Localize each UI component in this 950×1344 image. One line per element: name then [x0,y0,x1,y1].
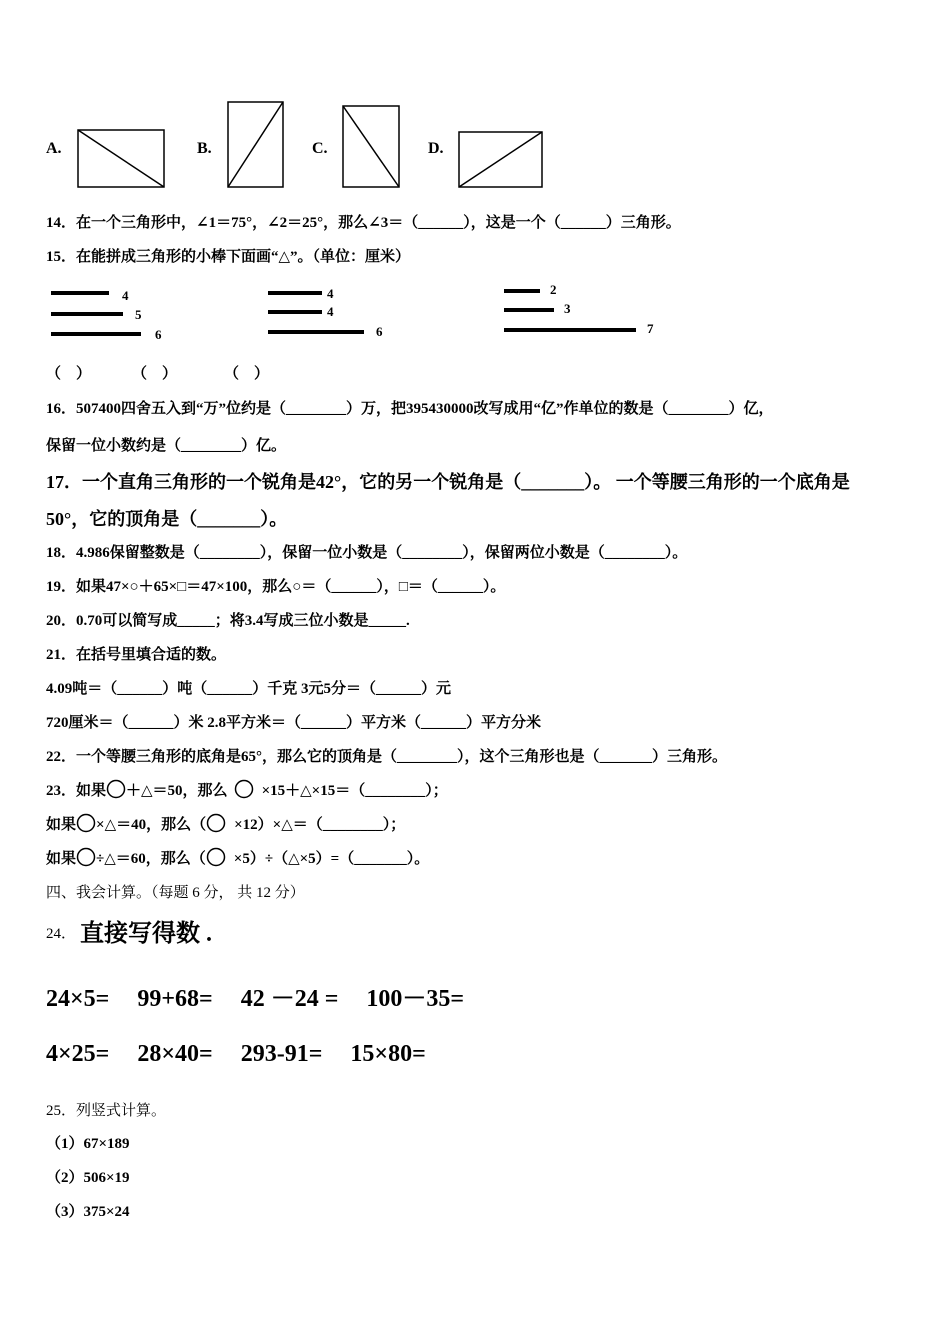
question-21-row2: 720厘米＝（______）米 2.8平方米＝（______）平方米（______）平方分米 [46,715,542,731]
calc-item: 24×5= [46,986,110,1012]
question-15: 15．在能拼成三角形的小棒下面画“△”。（单位：厘米） [46,249,411,265]
q23a-post: ×15＋△×15＝（________）； [261,783,448,799]
stick-group-3 [498,280,648,340]
question-16-line1: 16．507400四舍五入到“万”位约是（________）万，把395430000改写成用“亿”作单位的数是（________）亿， [46,401,774,417]
q23a-mid: ＋△＝50，那么 [126,783,228,799]
q23b-mid: ×△＝40，那么（ [96,817,207,833]
question-24-number: 24． [46,926,77,942]
circle-icon [76,813,96,833]
circle-icon [206,813,226,833]
q23a-pre: 23．如果 [46,783,107,799]
question-21: 21．在括号里填合适的数。 [46,647,227,663]
question-16-line2: 保留一位小数约是（________）亿。 [46,438,287,454]
calc-item: 100－35= [366,986,465,1012]
stick-label: 4 [327,304,334,319]
question-20: 20．0.70可以简写成_____；将3.4写成三位小数是_____. [46,613,410,629]
calc-item: 99+68= [137,986,213,1012]
section-4-heading: 四、我会计算。（每题 6 分， 共 12 分） [46,885,305,901]
calc-item: 15×80= [350,1041,426,1067]
question-17-line1: 17．一个直角三角形的一个锐角是42°，它的另一个锐角是（_______）。 一个等腰三角形的一个底角是 [46,472,850,492]
stick-label: 5 [135,307,142,322]
question-25-item: （1）67×189 [46,1136,130,1152]
circle-icon [76,847,96,867]
question-17-line2: 50°，它的顶角是（_______）。 [46,509,288,529]
question-14: 14．在一个三角形中，∠1＝75°，∠2＝25°，那么∠3＝（______），这是一个（______）三角形。 [46,215,681,231]
stick-label: 4 [122,288,129,303]
option-d-label: D. [428,140,444,157]
question-25-item: （3）375×24 [46,1204,130,1220]
q23c-mid: ÷△＝60，那么（ [96,851,206,867]
stick-label: 4 [327,286,334,301]
circle-icon [106,779,126,799]
stick-label: 7 [647,321,654,336]
question-23-line1 [46,779,448,800]
calc-row-1 [46,978,486,1013]
option-b-label: B. [197,140,212,157]
calc-item: 293-91= [240,1041,323,1067]
option-a-label: A. [46,140,62,157]
question-25: 25．列竖式计算。 [46,1103,167,1119]
q23c-post: ×5）÷（△×5）=（_______）。 [233,851,430,867]
stick-label: 6 [155,327,162,342]
question-19: 19．如果47×○＋65×□＝47×100，那么○＝（______），□＝（______）。 [46,579,506,595]
question-21-row1: 4.09吨＝（______）吨（______）千克 3元5分＝（______）元 [46,681,452,697]
option-a-figure [77,129,166,189]
calc-item: 4×25= [46,1041,110,1067]
question-23-line2 [46,813,405,834]
answer-paren: （ ） [224,366,270,382]
option-c-label: C. [312,140,328,157]
calc-item: 28×40= [137,1041,213,1067]
option-c-figure [342,105,401,189]
stick-label: 6 [376,324,383,339]
q23c-pre: 如果 [46,851,77,867]
question-25-item: （2）506×19 [46,1170,130,1186]
option-b-figure [227,101,285,189]
question-24-title: 直接写得数 . [80,921,212,947]
answer-paren: （ ） [46,366,92,382]
q23b-pre: 如果 [46,817,77,833]
stick-label: 3 [564,301,571,316]
question-22: 22．一个等腰三角形的底角是65°，那么它的顶角是（________），这个三角形也是（_______）三角形。 [46,749,728,765]
option-d-figure [458,131,544,189]
answer-paren: （ ） [132,366,178,382]
question-18: 18．4.986保留整数是（________），保留一位小数是（________），保留两位小数是（________）。 [46,545,688,561]
circle-icon [206,847,226,867]
calc-row-2 [46,1041,448,1068]
question-23-line3 [46,847,429,868]
stick-label: 2 [550,282,557,297]
calc-item: 42 －24 = [240,986,339,1012]
circle-icon [234,779,254,799]
q23b-post: ×12）×△＝（________）； [234,817,406,833]
